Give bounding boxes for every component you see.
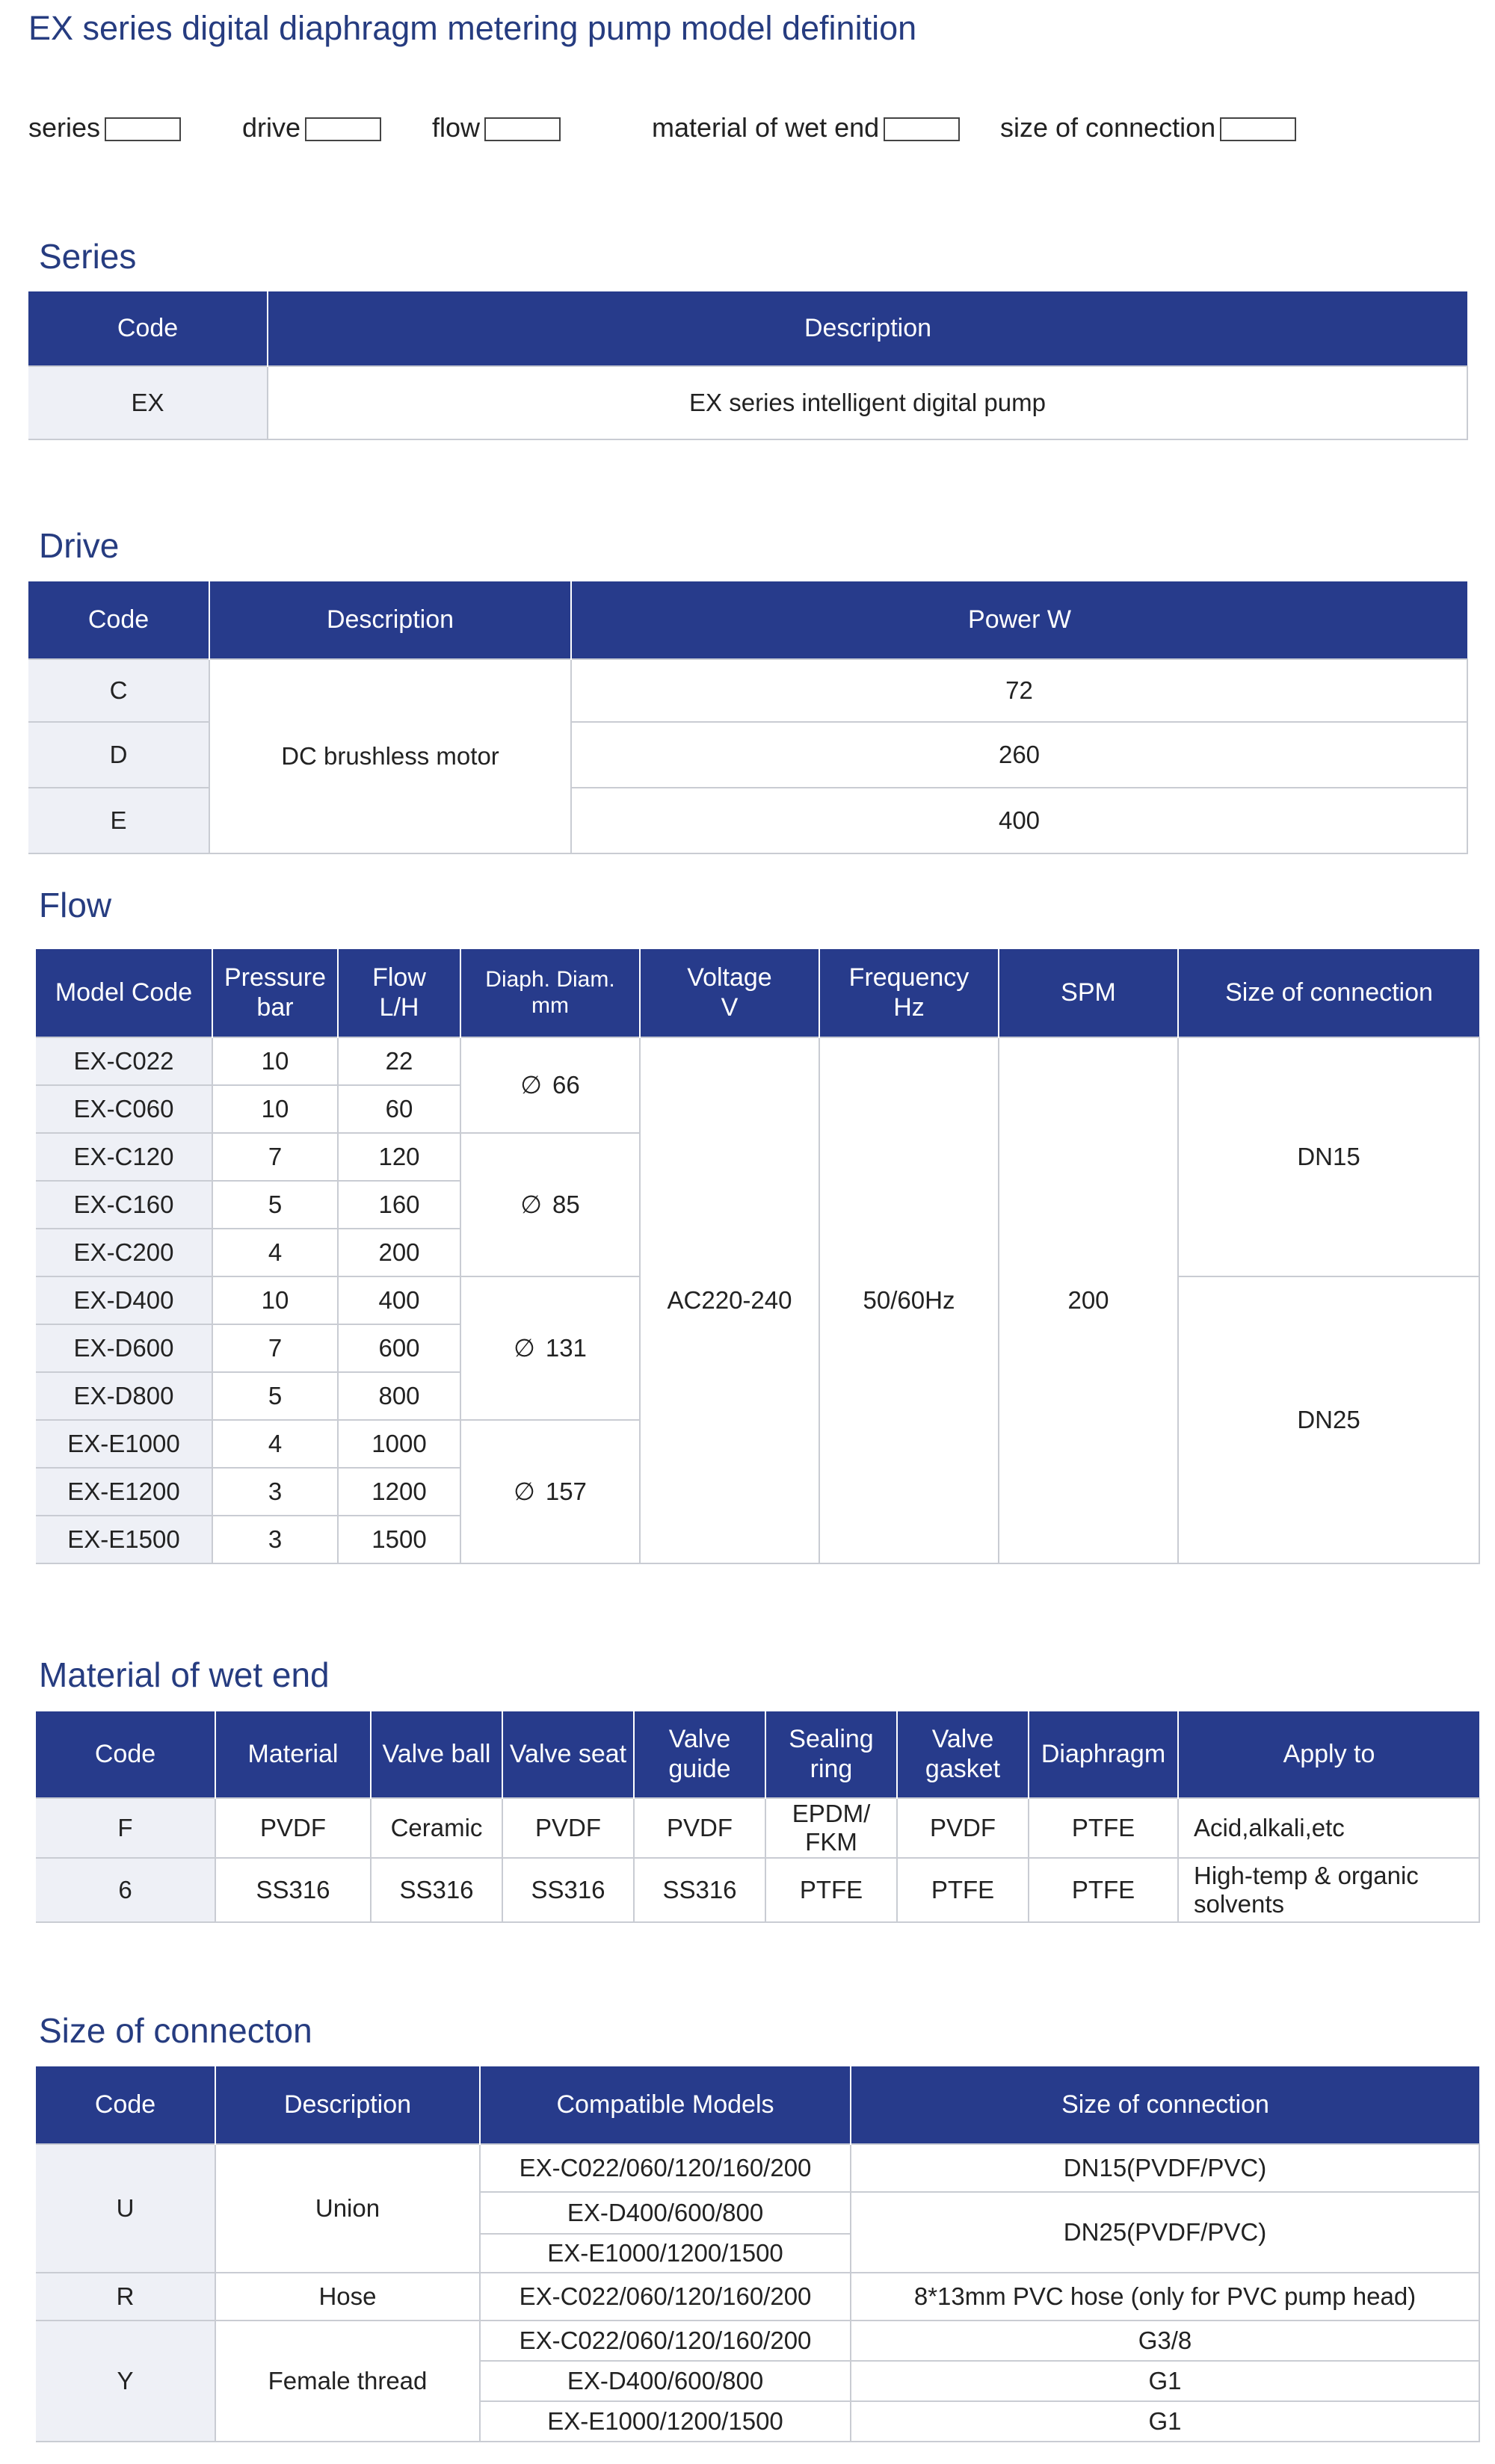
model-code: EX-D600 bbox=[36, 1324, 212, 1372]
table-row bbox=[36, 2144, 1479, 2192]
spm-value: 200 bbox=[999, 1037, 1178, 1563]
pressure-value: 10 bbox=[212, 1085, 338, 1133]
drive-box bbox=[305, 117, 381, 141]
material-cell: PTFE bbox=[1029, 1798, 1178, 1858]
connection-size: DN15 bbox=[1178, 1037, 1479, 1276]
column-header: Compatible Models bbox=[480, 2066, 851, 2144]
column-header-connection: Size of connection bbox=[1178, 949, 1479, 1037]
flow-value: 200 bbox=[338, 1229, 460, 1276]
model-code: EX-C200 bbox=[36, 1229, 212, 1276]
material-cell: SS316 bbox=[502, 1858, 634, 1922]
table-header-row bbox=[28, 291, 1467, 366]
pressure-value: 5 bbox=[212, 1372, 338, 1420]
pressure-value: 4 bbox=[212, 1229, 338, 1276]
material-cell: PTFE bbox=[1029, 1858, 1178, 1922]
column-header-flow: Flow L/H bbox=[338, 949, 460, 1037]
series-table bbox=[28, 291, 1468, 440]
diaphragm-diameter: ∅ 131 bbox=[460, 1276, 640, 1420]
drive-code: D bbox=[28, 722, 209, 788]
column-header: Valve ball bbox=[371, 1711, 502, 1798]
compatible-models: EX-C022/060/120/160/200 bbox=[480, 2273, 851, 2321]
flow-value: 120 bbox=[338, 1133, 460, 1181]
material-cell: PVDF bbox=[897, 1798, 1029, 1858]
flow-value: 1200 bbox=[338, 1468, 460, 1516]
column-header-diaph: Diaph. Diam. mm bbox=[460, 949, 640, 1037]
column-header: Valve seat bbox=[502, 1711, 634, 1798]
material-cell: SS316 bbox=[634, 1858, 765, 1922]
model-code: EX-D800 bbox=[36, 1372, 212, 1420]
column-header-voltage: Voltage V bbox=[640, 949, 819, 1037]
diaphragm-diameter: ∅ 66 bbox=[460, 1037, 640, 1133]
column-header-frequency: Frequency Hz bbox=[819, 949, 999, 1037]
table-header-row bbox=[36, 949, 1479, 1037]
model-code: EX-C022 bbox=[36, 1037, 212, 1085]
material-cell: EPDM/ FKM bbox=[765, 1798, 897, 1858]
table-row bbox=[36, 2273, 1479, 2321]
connection-size: G1 bbox=[851, 2401, 1479, 2442]
flow-value: 60 bbox=[338, 1085, 460, 1133]
drive-description: DC brushless motor bbox=[209, 659, 571, 853]
diaphragm-diameter: ∅ 85 bbox=[460, 1133, 640, 1276]
connection-code: R bbox=[36, 2273, 215, 2321]
flow-heading: Flow bbox=[39, 886, 112, 924]
connection-size: DN25 bbox=[1178, 1276, 1479, 1563]
table-row bbox=[28, 659, 1467, 722]
drive-code: E bbox=[28, 788, 209, 853]
connection-code: U bbox=[36, 2144, 215, 2273]
compatible-models: EX-D400/600/800 bbox=[480, 2192, 851, 2234]
model-field-flow: flow bbox=[432, 112, 561, 143]
pressure-value: 10 bbox=[212, 1037, 338, 1085]
model-definition-line bbox=[28, 112, 1449, 157]
material-code: 6 bbox=[36, 1858, 215, 1922]
connection-box bbox=[1220, 117, 1296, 141]
connection-description: Union bbox=[215, 2144, 480, 2273]
column-header: Valve gasket bbox=[897, 1711, 1029, 1798]
column-header: Code bbox=[28, 581, 209, 659]
column-header: Power W bbox=[571, 581, 1467, 659]
material-cell: SS316 bbox=[215, 1858, 371, 1922]
model-code: EX-C120 bbox=[36, 1133, 212, 1181]
model-code: EX-E1000 bbox=[36, 1420, 212, 1468]
column-header: Description bbox=[215, 2066, 480, 2144]
model-code: EX-D400 bbox=[36, 1276, 212, 1324]
series-description: EX series intelligent digital pump bbox=[268, 366, 1467, 439]
material-box bbox=[884, 117, 960, 141]
model-field-connection: size of connection bbox=[1000, 112, 1296, 143]
compatible-models: EX-C022/060/120/160/200 bbox=[480, 2144, 851, 2192]
column-header: Code bbox=[36, 2066, 215, 2144]
drive-power: 72 bbox=[571, 659, 1467, 722]
diaphragm-diameter: ∅ 157 bbox=[460, 1420, 640, 1563]
material-table bbox=[36, 1711, 1480, 1923]
table-row bbox=[36, 1798, 1479, 1858]
material-cell: PVDF bbox=[502, 1798, 634, 1858]
model-field-series: series bbox=[28, 112, 181, 143]
flow-value: 400 bbox=[338, 1276, 460, 1324]
connection-size: G1 bbox=[851, 2361, 1479, 2401]
flow-value: 160 bbox=[338, 1181, 460, 1229]
model-field-material: material of wet end bbox=[652, 112, 960, 143]
model-code: EX-C160 bbox=[36, 1181, 212, 1229]
connection-size: DN25(PVDF/PVC) bbox=[851, 2192, 1479, 2273]
column-header: Apply to bbox=[1178, 1711, 1479, 1798]
series-box bbox=[105, 117, 181, 141]
pressure-value: 7 bbox=[212, 1324, 338, 1372]
connection-description: Hose bbox=[215, 2273, 480, 2321]
table-row bbox=[36, 1037, 1479, 1085]
column-header-model-code: Model Code bbox=[36, 949, 212, 1037]
connection-code: Y bbox=[36, 2321, 215, 2442]
material-cell: SS316 bbox=[371, 1858, 502, 1922]
column-header: Valve guide bbox=[634, 1711, 765, 1798]
connection-size: 8*13mm PVC hose (only for PVC pump head) bbox=[851, 2273, 1479, 2321]
pressure-value: 10 bbox=[212, 1276, 338, 1324]
material-cell: PVDF bbox=[215, 1798, 371, 1858]
flow-value: 22 bbox=[338, 1037, 460, 1085]
column-header: Code bbox=[28, 291, 268, 366]
flow-table bbox=[36, 949, 1480, 1564]
column-header: Sealing ring bbox=[765, 1711, 897, 1798]
table-row bbox=[28, 366, 1467, 439]
compatible-models: EX-D400/600/800 bbox=[480, 2361, 851, 2401]
series-heading: Series bbox=[39, 237, 137, 276]
voltage-value: AC220-240 bbox=[640, 1037, 819, 1563]
drive-power: 400 bbox=[571, 788, 1467, 853]
pressure-value: 7 bbox=[212, 1133, 338, 1181]
flow-box bbox=[484, 117, 561, 141]
connection-table bbox=[36, 2066, 1480, 2442]
connection-description: Female thread bbox=[215, 2321, 480, 2442]
table-row bbox=[36, 1858, 1479, 1922]
table-header-row bbox=[36, 1711, 1479, 1798]
column-header: Description bbox=[268, 291, 1467, 366]
pressure-value: 3 bbox=[212, 1468, 338, 1516]
table-header-row bbox=[36, 2066, 1479, 2144]
model-code: EX-C060 bbox=[36, 1085, 212, 1133]
apply-to: Acid,alkali,etc bbox=[1178, 1798, 1479, 1858]
column-header-pressure: Pressure bar bbox=[212, 949, 338, 1037]
table-header-row bbox=[28, 581, 1467, 659]
flow-value: 600 bbox=[338, 1324, 460, 1372]
material-cell: Ceramic bbox=[371, 1798, 502, 1858]
drive-table bbox=[28, 581, 1468, 854]
material-cell: PTFE bbox=[897, 1858, 1029, 1922]
pressure-value: 4 bbox=[212, 1420, 338, 1468]
drive-code: C bbox=[28, 659, 209, 722]
column-header: Description bbox=[209, 581, 571, 659]
pressure-value: 3 bbox=[212, 1516, 338, 1563]
table-row bbox=[36, 2321, 1479, 2361]
pressure-value: 5 bbox=[212, 1181, 338, 1229]
column-header: Code bbox=[36, 1711, 215, 1798]
column-header: Diaphragm bbox=[1029, 1711, 1178, 1798]
model-code: EX-E1500 bbox=[36, 1516, 212, 1563]
material-heading: Material of wet end bbox=[39, 1655, 330, 1694]
column-header-spm: SPM bbox=[999, 949, 1178, 1037]
frequency-value: 50/60Hz bbox=[819, 1037, 999, 1563]
model-code: EX-E1200 bbox=[36, 1468, 212, 1516]
connection-size: DN15(PVDF/PVC) bbox=[851, 2144, 1479, 2192]
flow-value: 1500 bbox=[338, 1516, 460, 1563]
apply-to: High-temp & organic solvents bbox=[1178, 1858, 1479, 1922]
series-code: EX bbox=[28, 366, 268, 439]
drive-power: 260 bbox=[571, 722, 1467, 788]
model-field-drive: drive bbox=[242, 112, 381, 143]
material-code: F bbox=[36, 1798, 215, 1858]
column-header: Material bbox=[215, 1711, 371, 1798]
page-title: EX series digital diaphragm metering pump model definition bbox=[28, 9, 917, 47]
compatible-models: EX-E1000/1200/1500 bbox=[480, 2234, 851, 2273]
material-cell: PTFE bbox=[765, 1858, 897, 1922]
column-header: Size of connection bbox=[851, 2066, 1479, 2144]
compatible-models: EX-E1000/1200/1500 bbox=[480, 2401, 851, 2442]
connection-size: G3/8 bbox=[851, 2321, 1479, 2361]
drive-heading: Drive bbox=[39, 526, 120, 565]
compatible-models: EX-C022/060/120/160/200 bbox=[480, 2321, 851, 2361]
flow-value: 1000 bbox=[338, 1420, 460, 1468]
material-cell: PVDF bbox=[634, 1798, 765, 1858]
connection-heading: Size of connecton bbox=[39, 2011, 312, 2050]
flow-value: 800 bbox=[338, 1372, 460, 1420]
